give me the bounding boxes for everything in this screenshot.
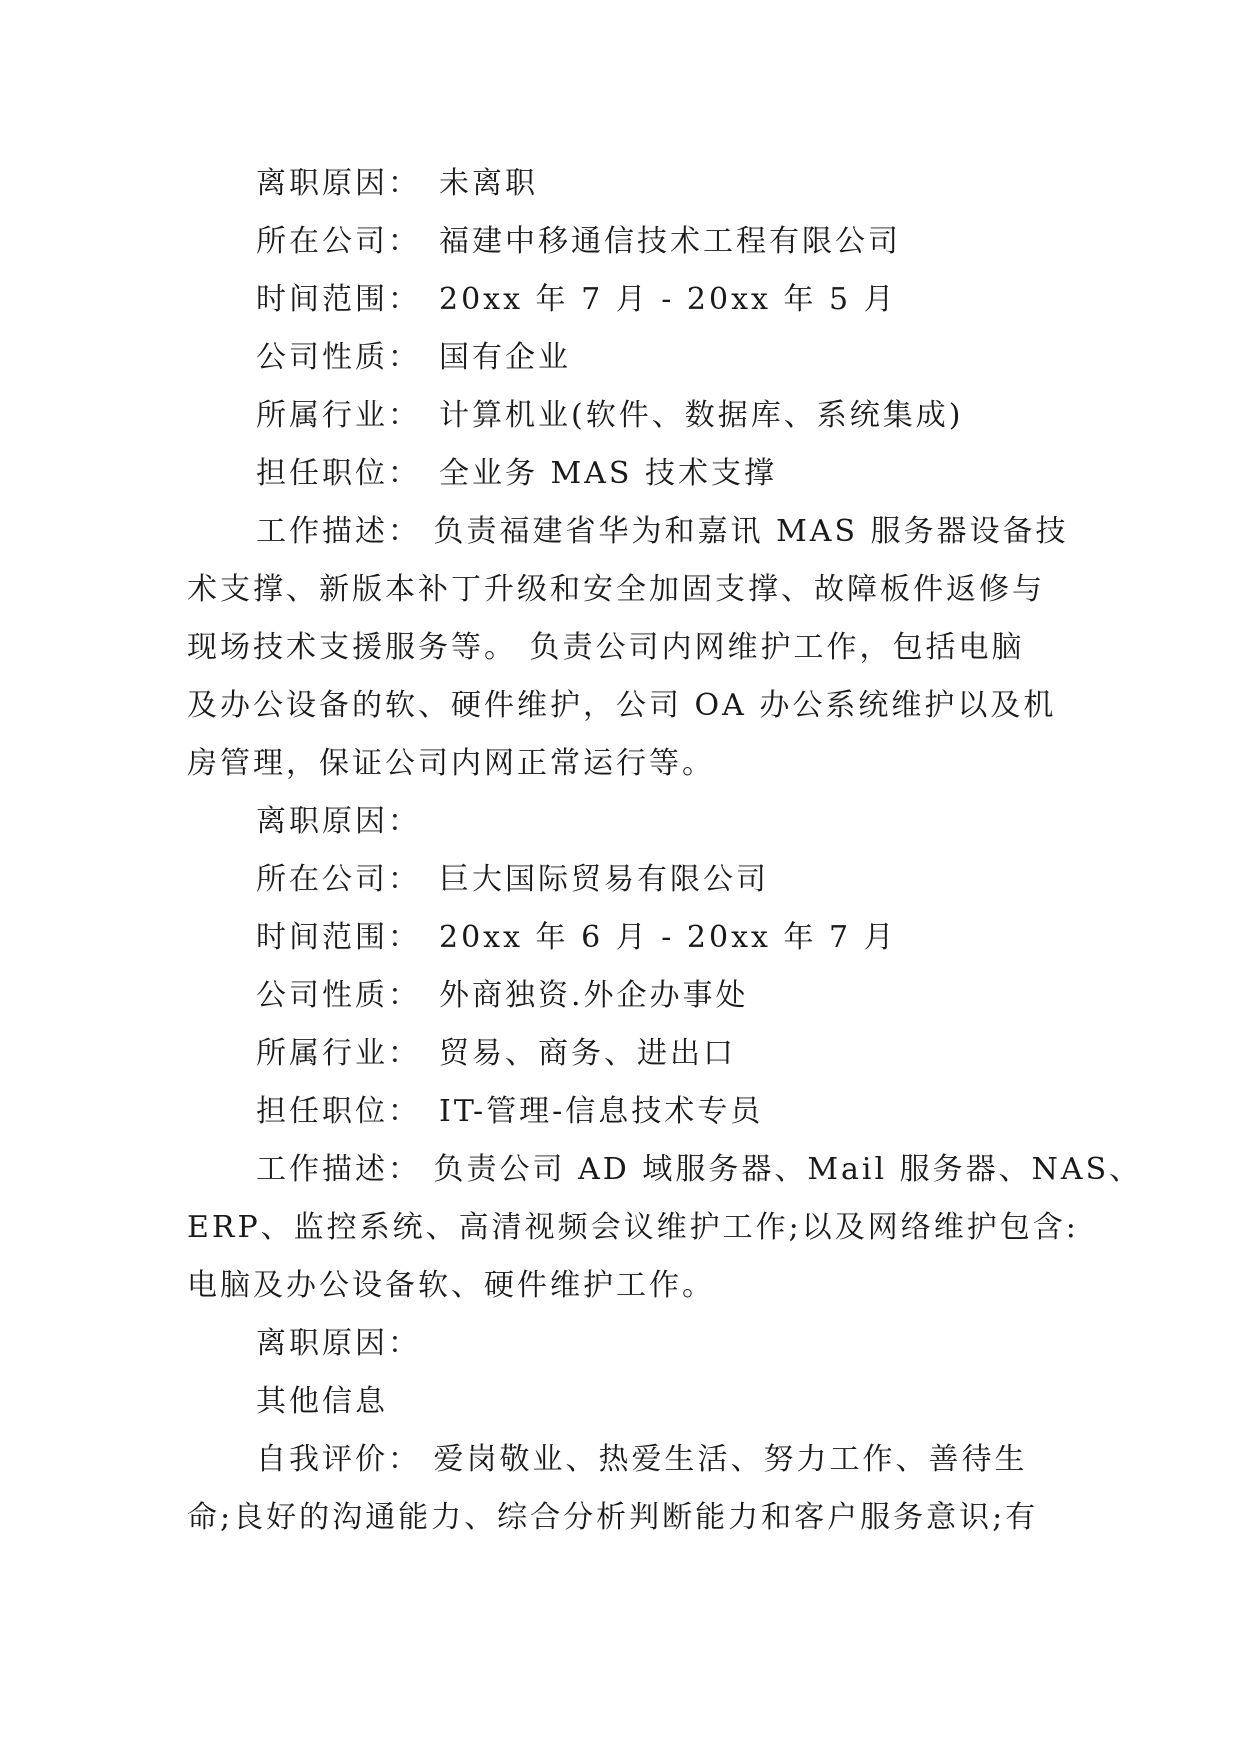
job1-industry-label: 所属行业： [256, 398, 421, 433]
job2-period-label: 时间范围： [256, 920, 421, 955]
job1-description-text-4: 及办公设备的软、硬件维护，公司 OA 办公系统维护以及机 [187, 688, 1057, 723]
self-eval-text-1: 自我评价： 爱岗敬业、热爱生活、努力工作、善待生 [256, 1442, 1028, 1477]
job2-nature-label: 公司性质： [256, 978, 421, 1013]
job1-nature-label: 公司性质： [256, 340, 421, 375]
self-eval-line-2 [187, 1489, 1067, 1547]
job2-nature-row [187, 967, 1067, 1025]
job1-company-row [187, 213, 1067, 271]
job2-nature-value: 外商独资.外企办事处 [439, 978, 749, 1013]
other-info-heading [187, 1373, 1067, 1431]
job2-description-line-3 [187, 1257, 1067, 1315]
job2-position-row [187, 1083, 1067, 1141]
job2-leave-reason-after-label: 离职原因： [256, 1326, 421, 1361]
job1-description-line-1 [187, 503, 1067, 561]
job2-position-label: 担任职位： [256, 1094, 421, 1129]
job1-company-value: 福建中移通信技术工程有限公司 [439, 224, 901, 259]
job2-company-row [187, 851, 1067, 909]
job1-leave-reason-row [187, 155, 1067, 213]
job1-industry-row [187, 387, 1067, 445]
job1-description-line-3 [187, 619, 1067, 677]
job1-period-label: 时间范围： [256, 282, 421, 317]
self-eval-text-2: 命;良好的沟通能力、综合分析判断能力和客户服务意识;有 [187, 1500, 1039, 1535]
job1-description-line-4 [187, 677, 1067, 735]
job1-period-value: 20xx 年 7 月 - 20xx 年 5 月 [439, 282, 897, 317]
job1-position-label: 担任职位： [256, 456, 421, 491]
job2-industry-row [187, 1025, 1067, 1083]
job1-company-label: 所在公司： [256, 224, 421, 259]
job2-industry-value: 贸易、商务、进出口 [439, 1036, 736, 1071]
job2-description-text-2: ERP、监控系统、高清视频会议维护工作;以及网络维护包含: [187, 1210, 1079, 1245]
job1-industry-value: 计算机业(软件、数据库、系统集成) [439, 398, 964, 433]
job1-nature-row [187, 329, 1067, 387]
job1-leave-reason-value: 未离职 [439, 166, 538, 201]
job1-description-line-2 [187, 561, 1067, 619]
job2-leave-reason-after-row [187, 1315, 1067, 1373]
job1-description-text-1: 工作描述： 负责福建省华为和嘉讯 MAS 服务器设备技 [256, 514, 1069, 549]
job1-nature-value: 国有企业 [439, 340, 571, 375]
job2-description-line-1 [187, 1141, 1143, 1199]
other-info-heading-text: 其他信息 [256, 1384, 388, 1419]
self-eval-line-1 [187, 1431, 1067, 1489]
job1-position-row [187, 445, 1067, 503]
job2-period-value: 20xx 年 6 月 - 20xx 年 7 月 [439, 920, 897, 955]
job2-leave-reason-row [187, 793, 1067, 851]
job1-description-line-5 [187, 735, 1067, 793]
job1-leave-reason-label: 离职原因： [256, 166, 421, 201]
job1-description-text-3: 现场技术支援服务等。 负责公司内网维护工作，包括电脑 [187, 630, 1025, 665]
job2-company-value: 巨大国际贸易有限公司 [439, 862, 769, 897]
job2-company-label: 所在公司： [256, 862, 421, 897]
job2-position-value: IT-管理-信息技术专员 [439, 1094, 764, 1129]
job1-period-row [187, 271, 1067, 329]
job2-description-text-1: 工作描述： 负责公司 AD 域服务器、Mail 服务器、NAS、 [256, 1152, 1143, 1187]
job1-position-value: 全业务 MAS 技术支撑 [439, 456, 778, 491]
job2-leave-reason-label: 离职原因： [256, 804, 421, 839]
job2-industry-label: 所属行业： [256, 1036, 421, 1071]
job1-description-text-5: 房管理，保证公司内网正常运行等。 [187, 746, 715, 781]
job2-description-text-3: 电脑及办公设备软、硬件维护工作。 [187, 1268, 715, 1303]
resume-content [187, 155, 1143, 1547]
job2-period-row [187, 909, 1067, 967]
job2-description-line-2 [187, 1199, 1079, 1257]
job1-description-text-2: 术支撑、新版本补丁升级和安全加固支撑、故障板件返修与 [187, 572, 1045, 607]
